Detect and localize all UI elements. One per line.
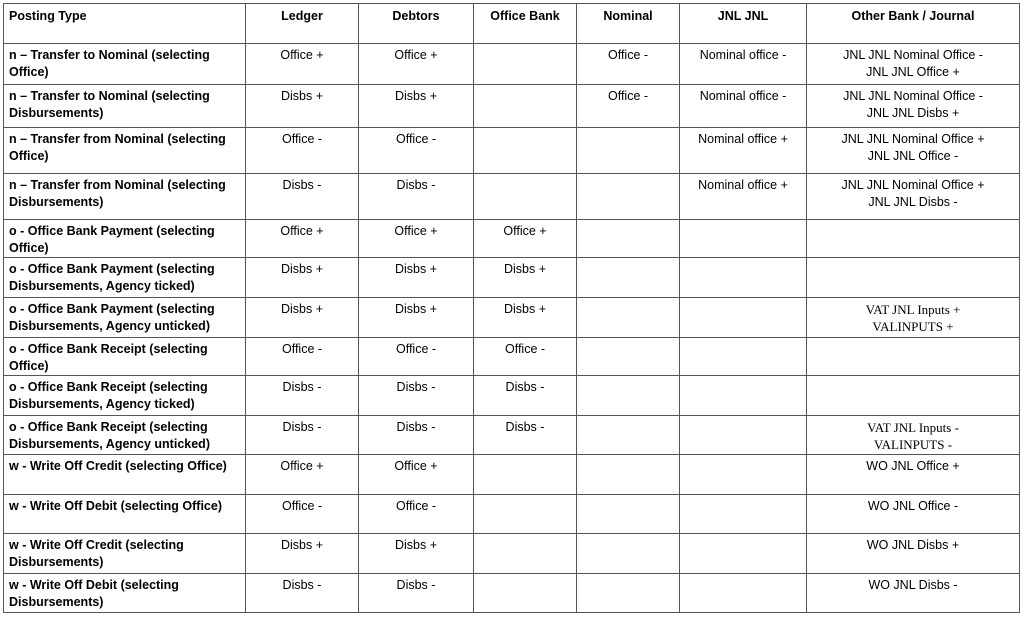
- jnl-jnl-cell: Nominal office +: [680, 128, 807, 174]
- debtors-cell: Disbs +: [359, 85, 474, 128]
- header-jnl-jnl: JNL JNL: [680, 4, 807, 44]
- other-bank-journal-cell: [807, 338, 1020, 376]
- posting-type-cell: o - Office Bank Payment (selecting Office): [4, 220, 246, 258]
- office-bank-cell: Office -: [474, 338, 577, 376]
- ledger-cell: Office -: [246, 338, 359, 376]
- header-posting-type: Posting Type: [4, 4, 246, 44]
- office-bank-cell: [474, 495, 577, 534]
- posting-type-cell: w - Write Off Debit (selecting Disbursements): [4, 574, 246, 613]
- other-bank-journal-line: JNL JNL Office +: [866, 65, 960, 79]
- nominal-cell: [577, 455, 680, 495]
- office-bank-cell: Disbs -: [474, 376, 577, 416]
- other-bank-journal-cell: [807, 128, 1020, 174]
- ledger-cell: Disbs +: [246, 258, 359, 298]
- posting-type-cell: o - Office Bank Receipt (selecting Disbursements, Agency unticked): [4, 416, 246, 455]
- debtors-cell: Office -: [359, 495, 474, 534]
- posting-table: [3, 3, 1020, 613]
- table-row: [4, 416, 1020, 455]
- office-bank-cell: Disbs -: [474, 416, 577, 455]
- jnl-jnl-cell: [680, 220, 807, 258]
- other-bank-journal-cell: [807, 258, 1020, 298]
- jnl-jnl-cell: [680, 416, 807, 455]
- table-row: [4, 534, 1020, 574]
- debtors-cell: Disbs +: [359, 534, 474, 574]
- jnl-jnl-cell: [680, 455, 807, 495]
- header-debtors: Debtors: [359, 4, 474, 44]
- other-bank-journal-cell: [807, 44, 1020, 85]
- table-row: [4, 376, 1020, 416]
- posting-type-cell: n – Transfer to Nominal (selecting Disbursements): [4, 85, 246, 128]
- office-bank-cell: [474, 128, 577, 174]
- jnl-jnl-cell: [680, 495, 807, 534]
- other-bank-journal-line: JNL JNL Disbs -: [868, 195, 958, 209]
- other-bank-journal-line: WO JNL Office +: [866, 459, 960, 473]
- ledger-cell: Disbs -: [246, 574, 359, 613]
- debtors-cell: Office +: [359, 220, 474, 258]
- office-bank-cell: [474, 85, 577, 128]
- debtors-cell: Office +: [359, 455, 474, 495]
- office-bank-cell: [474, 455, 577, 495]
- posting-type-cell: n – Transfer from Nominal (selecting Office): [4, 128, 246, 174]
- debtors-cell: Office -: [359, 128, 474, 174]
- posting-type-cell: w - Write Off Credit (selecting Disbursements): [4, 534, 246, 574]
- other-bank-journal-line: VALINPUTS +: [872, 319, 954, 334]
- debtors-cell: Disbs -: [359, 174, 474, 220]
- table-row: [4, 298, 1020, 338]
- other-bank-journal-line: JNL JNL Nominal Office -: [843, 89, 983, 103]
- debtors-cell: Disbs +: [359, 258, 474, 298]
- jnl-jnl-cell: Nominal office -: [680, 85, 807, 128]
- posting-type-cell: n – Transfer from Nominal (selecting Disbursements): [4, 174, 246, 220]
- table-row: [4, 574, 1020, 613]
- other-bank-journal-line: WO JNL Disbs -: [868, 578, 958, 592]
- ledger-cell: Disbs +: [246, 298, 359, 338]
- ledger-cell: Disbs -: [246, 416, 359, 455]
- ledger-cell: Office +: [246, 455, 359, 495]
- table-row: [4, 495, 1020, 534]
- nominal-cell: [577, 416, 680, 455]
- jnl-jnl-cell: Nominal office +: [680, 174, 807, 220]
- nominal-cell: Office -: [577, 85, 680, 128]
- header-nominal: Nominal: [577, 4, 680, 44]
- nominal-cell: [577, 258, 680, 298]
- posting-type-cell: o - Office Bank Payment (selecting Disbursements, Agency unticked): [4, 298, 246, 338]
- nominal-cell: [577, 338, 680, 376]
- header-ledger: Ledger: [246, 4, 359, 44]
- other-bank-journal-cell: [807, 416, 1020, 455]
- posting-type-cell: o - Office Bank Receipt (selecting Disbursements, Agency ticked): [4, 376, 246, 416]
- other-bank-journal-cell: [807, 174, 1020, 220]
- office-bank-cell: [474, 574, 577, 613]
- debtors-cell: Office -: [359, 338, 474, 376]
- other-bank-journal-line: WO JNL Disbs +: [866, 538, 960, 552]
- table-row: [4, 85, 1020, 128]
- jnl-jnl-cell: [680, 534, 807, 574]
- nominal-cell: [577, 574, 680, 613]
- table-row: [4, 338, 1020, 376]
- nominal-cell: [577, 495, 680, 534]
- nominal-cell: [577, 128, 680, 174]
- posting-type-cell: w - Write Off Credit (selecting Office): [4, 455, 246, 495]
- ledger-cell: Disbs -: [246, 376, 359, 416]
- header-office-bank: Office Bank: [474, 4, 577, 44]
- jnl-jnl-cell: Nominal office -: [680, 44, 807, 85]
- other-bank-journal-cell: [807, 534, 1020, 574]
- posting-type-cell: o - Office Bank Receipt (selecting Office): [4, 338, 246, 376]
- other-bank-journal-line: VAT JNL Inputs -: [867, 420, 959, 435]
- debtors-cell: Disbs -: [359, 376, 474, 416]
- nominal-cell: [577, 298, 680, 338]
- jnl-jnl-cell: [680, 338, 807, 376]
- other-bank-journal-cell: [807, 455, 1020, 495]
- other-bank-journal-cell: [807, 574, 1020, 613]
- table-row: [4, 455, 1020, 495]
- other-bank-journal-cell: [807, 495, 1020, 534]
- jnl-jnl-cell: [680, 574, 807, 613]
- debtors-cell: Disbs -: [359, 416, 474, 455]
- nominal-cell: Office -: [577, 44, 680, 85]
- table-row: [4, 220, 1020, 258]
- posting-type-cell: w - Write Off Debit (selecting Office): [4, 495, 246, 534]
- other-bank-journal-cell: [807, 220, 1020, 258]
- other-bank-journal-line: VAT JNL Inputs +: [865, 302, 961, 317]
- table-row: [4, 174, 1020, 220]
- ledger-cell: Office +: [246, 220, 359, 258]
- table-row: [4, 44, 1020, 85]
- ledger-cell: Office -: [246, 495, 359, 534]
- other-bank-journal-line: JNL JNL Disbs +: [866, 106, 960, 120]
- other-bank-journal-cell: [807, 298, 1020, 338]
- office-bank-cell: [474, 174, 577, 220]
- other-bank-journal-line: WO JNL Office -: [867, 499, 959, 513]
- jnl-jnl-cell: [680, 376, 807, 416]
- office-bank-cell: Disbs +: [474, 258, 577, 298]
- table-row: [4, 128, 1020, 174]
- nominal-cell: [577, 174, 680, 220]
- office-bank-cell: Disbs +: [474, 298, 577, 338]
- nominal-cell: [577, 220, 680, 258]
- table-row: [4, 258, 1020, 298]
- debtors-cell: Disbs +: [359, 298, 474, 338]
- other-bank-journal-cell: [807, 376, 1020, 416]
- posting-type-cell: n – Transfer to Nominal (selecting Office): [4, 44, 246, 85]
- ledger-cell: Disbs +: [246, 85, 359, 128]
- debtors-cell: Office +: [359, 44, 474, 85]
- office-bank-cell: [474, 534, 577, 574]
- other-bank-journal-line: JNL JNL Office -: [867, 149, 959, 163]
- other-bank-journal-line: JNL JNL Nominal Office +: [841, 132, 985, 146]
- header-row: [4, 4, 1020, 44]
- nominal-cell: [577, 534, 680, 574]
- nominal-cell: [577, 376, 680, 416]
- ledger-cell: Office -: [246, 128, 359, 174]
- header-other-bank-journal: Other Bank / Journal: [807, 4, 1020, 44]
- ledger-cell: Disbs +: [246, 534, 359, 574]
- other-bank-journal-line: VALINPUTS -: [873, 437, 953, 452]
- other-bank-journal-cell: [807, 85, 1020, 128]
- office-bank-cell: [474, 44, 577, 85]
- jnl-jnl-cell: [680, 258, 807, 298]
- ledger-cell: Disbs -: [246, 174, 359, 220]
- other-bank-journal-line: JNL JNL Nominal Office -: [843, 48, 983, 62]
- debtors-cell: Disbs -: [359, 574, 474, 613]
- office-bank-cell: Office +: [474, 220, 577, 258]
- jnl-jnl-cell: [680, 298, 807, 338]
- other-bank-journal-line: JNL JNL Nominal Office +: [841, 178, 985, 192]
- ledger-cell: Office +: [246, 44, 359, 85]
- posting-type-cell: o - Office Bank Payment (selecting Disbursements, Agency ticked): [4, 258, 246, 298]
